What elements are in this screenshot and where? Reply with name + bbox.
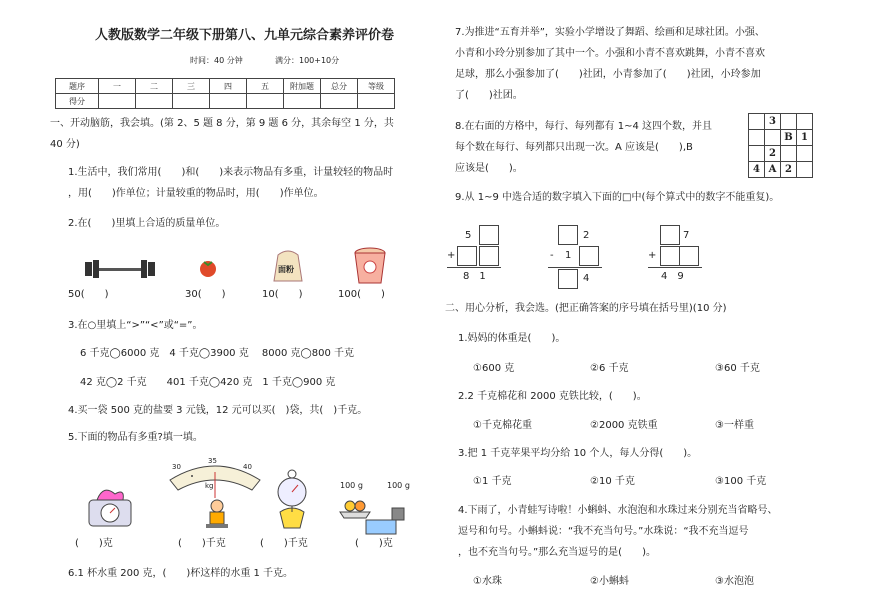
page-title: 人教版数学二年级下册第八、九单元综合素养评价卷 — [95, 28, 395, 43]
choice-q4-text-2: 逗号和句号。小蝌蚪说：“我不充当句号。”水珠说：“我不充当逗号 — [458, 526, 749, 537]
q9b-line — [548, 267, 602, 268]
choice-q4-option-2: ②小蝌蚪 — [590, 576, 629, 587]
choice-q2-option-3: ③一样重 — [715, 420, 754, 431]
q9a-top-digit: 5 — [465, 230, 472, 241]
score-table — [55, 78, 395, 109]
score-blank[interactable] — [284, 94, 321, 109]
grid-cell: 2 — [765, 146, 781, 162]
weight-label-2: 100 g — [387, 481, 410, 490]
q8-grid — [748, 113, 813, 178]
q9a-operator: + — [447, 250, 456, 261]
q5-answer-2: ( )千克 — [178, 538, 226, 549]
choice-q2-option-2: ②2000 克铁重 — [590, 420, 658, 431]
q7-text: 7.为推进“五育并举”，实验小学增设了舞蹈、绘画和足球社团。小强、 — [455, 27, 765, 38]
grid-cell: 2 — [781, 162, 797, 178]
choice-q2-text: 2.2 千克棉花和 2000 克铁比较，( )。 — [458, 391, 647, 402]
q1-text-cont: ，用( )作单位；计量较重的物品时，用( )作单位。 — [68, 188, 324, 199]
q9b-mid-digit: 1 — [565, 250, 572, 261]
q4-text: 4.买一袋 500 克的盐要 3 元钱，12 元可以买( )袋，共( )千克。 — [68, 405, 368, 416]
q8-text: 8.在右面的方格中，每行、每列都有 1~4 这四个数，并且 — [455, 121, 713, 132]
score-cell: 得分 — [56, 94, 99, 109]
choice-q3-text: 3.把 1 千克苹果平均分给 10 个人，每人分得( )。 — [458, 448, 698, 459]
score-blank[interactable] — [99, 94, 136, 109]
choice-q3-option-2: ②10 千克 — [590, 476, 635, 487]
q2-item-noodle: 100( ) — [338, 289, 385, 300]
platform-scale-icon — [85, 478, 135, 528]
section-1-heading-cont: 40 分) — [50, 139, 80, 150]
q3-row-2: 42 克◯2 千克 401 千克◯420 克 1 千克◯900 克 — [80, 377, 336, 388]
q7-text-3: 足球，那么小强参加了( )社团，小青参加了( )社团，小玲参加 — [455, 69, 761, 80]
scale-number-30: 30 — [172, 463, 181, 471]
q9a-line — [447, 267, 501, 268]
q5-answer-3: ( )千克 — [260, 538, 308, 549]
q9c-operator: + — [648, 250, 657, 261]
score-cell: 五 — [247, 79, 284, 94]
section-2-heading: 二、用心分析，我会选。(把正确答案的序号填在括号里)(10 分) — [445, 303, 727, 314]
noodle-cup-icon — [353, 247, 387, 285]
barbell-icon — [85, 258, 155, 280]
q6-text: 6.1 杯水重 200 克，( )杯这样的水重 1 千克。 — [68, 568, 294, 579]
grid-cell: 4 — [749, 162, 765, 178]
q2-text: 2.在( )里填上合适的质量单位。 — [68, 218, 226, 229]
q2-item-barbell: 50( ) — [68, 289, 109, 300]
choice-q3-option-3: ③100 千克 — [715, 476, 767, 487]
score-blank[interactable] — [321, 94, 358, 109]
grid-cell: 3 — [765, 114, 781, 130]
grid-cell — [797, 114, 813, 130]
scale-number-40: 40 — [243, 463, 252, 471]
q9c-line — [648, 267, 702, 268]
choice-q1-option-2: ②6 千克 — [590, 363, 629, 374]
grid-cell — [797, 162, 813, 178]
q2-item-flour: 10( ) — [262, 289, 303, 300]
score-cell: 一 — [99, 79, 136, 94]
q9c-box[interactable] — [679, 246, 699, 266]
q9b-top-digit: 2 — [583, 230, 590, 241]
q9c-result: 4 9 — [661, 271, 684, 282]
grid-cell — [749, 146, 765, 162]
choice-q2-option-1: ①千克棉花重 — [473, 420, 532, 431]
choice-q4-option-3: ③水泡泡 — [715, 576, 754, 587]
choice-q1-text: 1.妈妈的体重是( )。 — [458, 333, 566, 344]
score-cell: 等级 — [358, 79, 395, 94]
q9b-box[interactable] — [558, 269, 578, 289]
score-blank[interactable] — [136, 94, 173, 109]
scale-unit-kg: kg — [205, 482, 214, 490]
full-score: 满分：100+10分 — [275, 56, 340, 65]
q2-item-tomato: 30( ) — [185, 289, 226, 300]
q8-text-3: 应该是( )。 — [455, 163, 523, 174]
balance-scale-icon — [336, 496, 416, 536]
q1-text: 1.生活中，我们常用( )和( )来表示物品有多重，计量较轻的物品时 — [68, 167, 394, 178]
q7-text-4: 了( )社团。 — [455, 90, 523, 101]
score-cell: 题序 — [56, 79, 99, 94]
q9b-result-digit: 4 — [583, 273, 590, 284]
choice-q3-option-1: ①1 千克 — [473, 476, 512, 487]
q7-text-2: 小青和小玲分别参加了其中一个。小强和小青不喜欢跳舞，小青不喜欢 — [455, 48, 765, 59]
score-blank[interactable] — [358, 94, 395, 109]
q5-answer-1: ( )克 — [75, 538, 113, 549]
grid-cell — [749, 114, 765, 130]
score-cell: 总分 — [321, 79, 358, 94]
score-cell: 附加题 — [284, 79, 321, 94]
q9a-box[interactable] — [479, 246, 499, 266]
tomato-icon — [198, 258, 218, 278]
q5-answer-4: ( )克 — [355, 538, 393, 549]
q3-text: 3.在○里填上“>”“<”或“=”。 — [68, 320, 203, 331]
grid-cell: B — [781, 130, 797, 146]
score-blank[interactable] — [173, 94, 210, 109]
q3-row-1: 6 千克◯6000 克 4 千克◯3900 克 8000 克◯800 千克 — [80, 348, 354, 359]
grid-cell: 1 — [797, 130, 813, 146]
choice-q4-text-3: ，也不充当句号。”那么充当逗号的是( )。 — [458, 547, 656, 558]
q9c-top-digit: 7 — [683, 230, 690, 241]
score-blank[interactable] — [210, 94, 247, 109]
q9c-box[interactable] — [660, 246, 680, 266]
weight-label-1: 100 g — [340, 481, 363, 490]
section-1-heading: 一、开动脑筋，我会填。(第 2、5 题 8 分，第 9 题 6 分，其余每空 1 分，共 — [50, 118, 394, 129]
q9a-box[interactable] — [457, 246, 477, 266]
flour-label: 面粉 — [278, 265, 294, 274]
scale-number-35: 35 — [208, 457, 217, 465]
time-limit: 时间：40 分钟 — [190, 56, 243, 65]
grid-cell — [797, 146, 813, 162]
q8-text-2: 每个数在每行、每列都只出现一次。A 应该是( ),B — [455, 142, 693, 153]
q9-text: 9.从 1~9 中选合适的数字填入下面的□中(每个算式中的数字不能重复)。 — [455, 192, 780, 203]
choice-q1-option-1: ①600 克 — [473, 363, 515, 374]
choice-q4-text: 4.下雨了，小青蛙写诗啦！小蝌蚪、水泡泡和水珠过来分别充当省略号、 — [458, 505, 778, 516]
choice-q1-option-3: ③60 千克 — [715, 363, 760, 374]
grid-cell — [781, 114, 797, 130]
score-cell: 三 — [173, 79, 210, 94]
q9a-result: 8 1 — [463, 271, 486, 282]
score-cell: 四 — [210, 79, 247, 94]
q9c-box[interactable] — [660, 225, 680, 245]
grid-cell — [781, 146, 797, 162]
grid-cell — [765, 130, 781, 146]
grid-cell — [749, 130, 765, 146]
q9b-operator: - — [550, 250, 554, 261]
q9a-box[interactable] — [479, 225, 499, 245]
q9b-box[interactable] — [579, 246, 599, 266]
hanging-scale-icon — [270, 468, 314, 532]
score-blank[interactable] — [247, 94, 284, 109]
score-cell: 二 — [136, 79, 173, 94]
choice-q4-option-1: ①水珠 — [473, 576, 502, 587]
q5-text: 5.下面的物品有多重?填一填。 — [68, 432, 203, 443]
grid-cell: A — [765, 162, 781, 178]
q9b-box[interactable] — [558, 225, 578, 245]
